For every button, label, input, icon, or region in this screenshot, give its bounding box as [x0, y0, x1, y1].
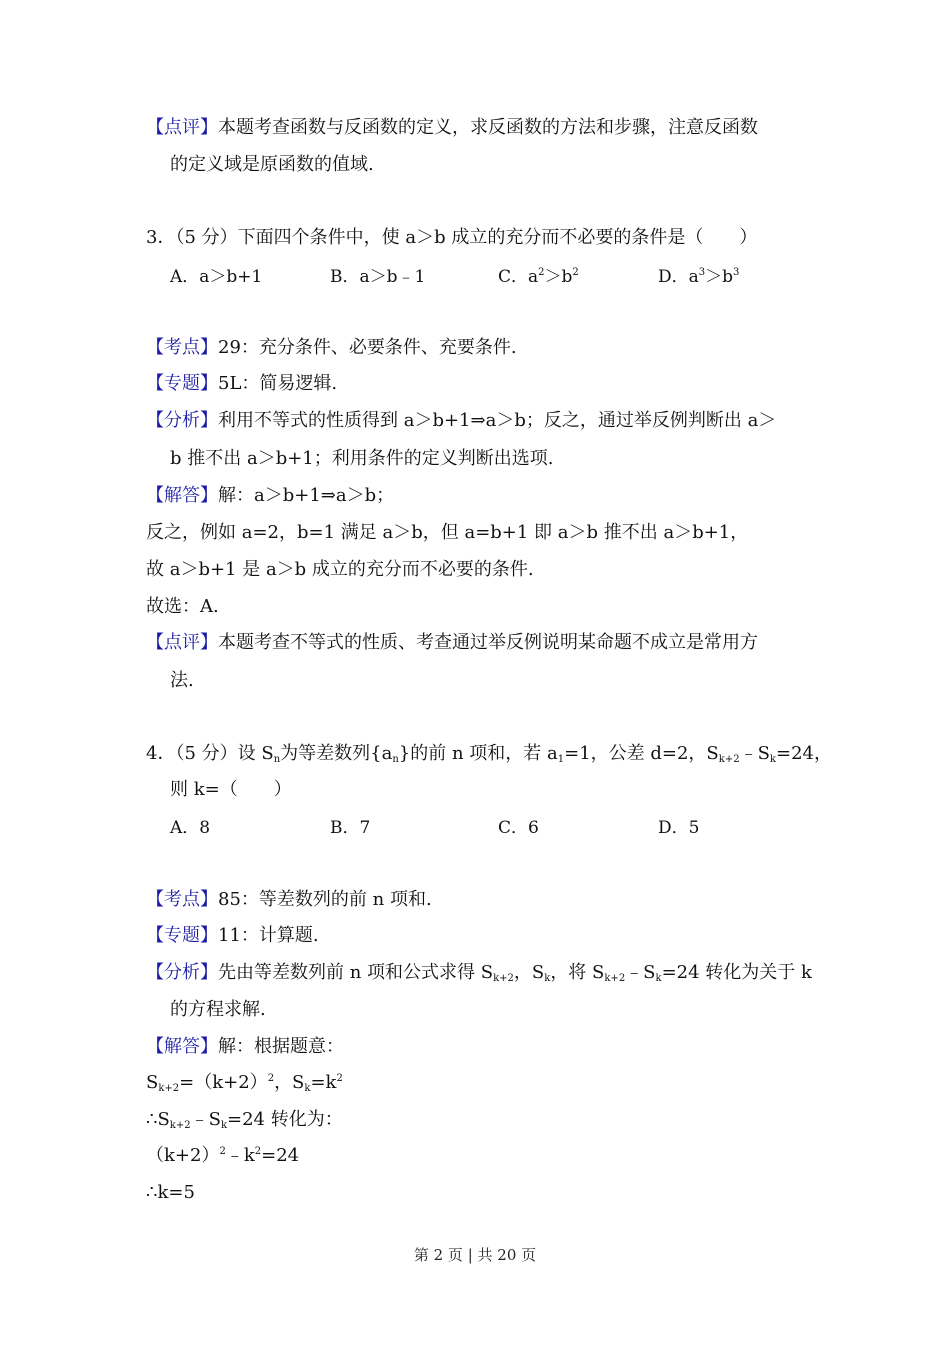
kaodian-tag: 【考点】	[146, 889, 218, 910]
q4-jieda: 【解答】解：根据题意：	[146, 1036, 344, 1057]
q4-fenxi-line2: 的方程求解.	[170, 999, 266, 1020]
page-footer: 第 2 页 | 共 20 页	[413, 1246, 537, 1264]
fenxi-tag: 【分析】	[146, 962, 218, 983]
q3-stem: 3．（5 分）下面四个条件中，使 a＞b 成立的充分而不必要的条件是（ ）	[146, 227, 758, 248]
q2-review-line2: 的定义域是原函数的值域.	[170, 154, 374, 175]
q3-option-a: A．a＞b+1	[170, 267, 263, 287]
q3-fenxi-line1: 【分析】利用不等式的性质得到 a＞b+1⇒a＞b；反之，通过举反例判断出 a＞	[146, 410, 777, 431]
q3-zhuanti: 【专题】5L：简易逻辑.	[146, 373, 338, 394]
q4-eq1: $S_{k+2}=(k+2)^2$，$S_k=k^2$	[146, 1072, 343, 1094]
q4-option-d: D．5	[658, 818, 700, 838]
review-tag: 【点评】	[146, 117, 218, 138]
q3-body2: 故 a＞b+1 是 a＞b 成立的充分而不必要的条件.	[146, 559, 534, 580]
q3-dianping-line2: 法.	[170, 670, 194, 691]
q4-option-a: A．8	[170, 818, 211, 838]
q3-fenxi-line2: b 推不出 a＞b+1；利用条件的定义判断出选项.	[170, 448, 554, 469]
q3-kaodian: 【考点】29：充分条件、必要条件、充要条件.	[146, 337, 517, 358]
q3-body1: 反之，例如 a=2，b=1 满足 a＞b，但 a=b+1 即 a＞b 推不出 a＞b+1，	[146, 522, 749, 543]
kaodian-tag: 【考点】	[146, 337, 218, 358]
q2-review-line1	[146, 116, 758, 140]
fenxi-tag: 【分析】	[146, 410, 218, 431]
q4-kaodian: 【考点】85：等差数列的前 n 项和.	[146, 889, 432, 910]
q3-jieda: 【解答】解：a＞b+1⇒a＞b；	[146, 485, 395, 506]
q4-fenxi-line1: 【分析】先由等差数列前 n 项和公式求得 $S_{k+2}$，$S_k$，将 $S_{k+2}﹣S_k=24$ 转化为关于 k	[146, 962, 812, 984]
zhuanti-tag: 【专题】	[146, 925, 218, 946]
q4-eq4: ∴k=5	[146, 1182, 195, 1203]
dianping-tag: 【点评】	[146, 632, 218, 653]
zhuanti-tag: 【专题】	[146, 373, 218, 394]
q2-review-text1: 本题考查函数与反函数的定义，求反函数的方法和步骤，注意反函数	[218, 117, 758, 138]
jieda-tag: 【解答】	[146, 1036, 218, 1057]
q4-eq3: $(k+2)^2﹣k^2=24$	[146, 1145, 300, 1166]
q4-option-c: C．6	[498, 818, 539, 838]
jieda-tag: 【解答】	[146, 485, 218, 506]
q4-option-b: B．7	[330, 818, 371, 838]
q3-option-d: D．$a^3>b^3$	[658, 267, 740, 287]
q3-option-c: C．$a^2>b^2$	[498, 267, 579, 287]
q4-stem-line2: 则 k=（ ）	[170, 779, 292, 800]
q3-option-b: B．a＞b﹣1	[330, 267, 426, 287]
q3-dianping-line1: 【点评】本题考查不等式的性质、考查通过举反例说明某命题不成立是常用方	[146, 632, 758, 653]
q3-body3: 故选：A.	[146, 596, 219, 617]
q4-eq2: $\therefore S_{k+2}﹣S_k=24$ 转化为：	[146, 1109, 343, 1131]
q4-zhuanti: 【专题】11：计算题.	[146, 925, 319, 946]
q4-stem-line1: 4．（5 分）设 $S_n$为等差数列$\{a_n\}$的前 n 项和，若 $a_1=1$，公差 d=2，$S_{k+2}﹣S_k=24$，	[146, 743, 832, 765]
